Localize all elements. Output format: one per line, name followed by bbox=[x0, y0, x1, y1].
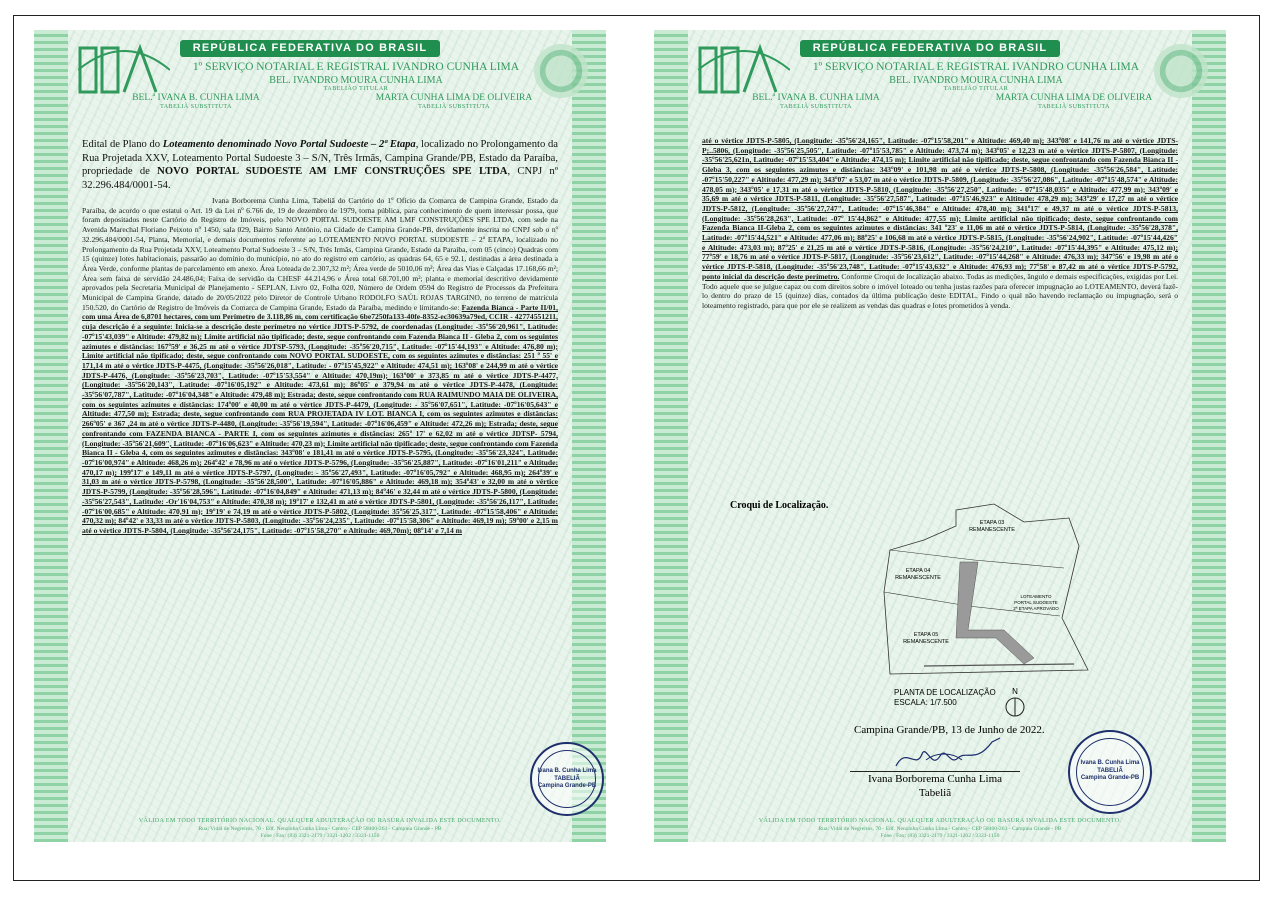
location-map bbox=[864, 498, 1114, 682]
substitute-1-role: TABELIÃ SUBSTITUTA bbox=[160, 104, 232, 110]
map-label: ETAPA 03 bbox=[979, 520, 1005, 526]
banner-title: REPÚBLICA FEDERATIVA DO BRASIL bbox=[180, 40, 440, 57]
chief-role: TABELIÃO TITULAR bbox=[943, 86, 1009, 92]
map-label: REMANESCENTE bbox=[969, 527, 1015, 533]
footer-validity: VÁLIDA EM TODO TERRITÓRIO NACIONAL. QUALQUER ADULTERAÇÃO OU RASURA INVALIDA ESTE DOCUMENTO. bbox=[758, 817, 1122, 824]
body-paragraph: até o vértice JDTS-P-5805, (Longitude: -35º56'24,165", Latitude: -07º15'58,201" e Altitude: 469,40 m); 343º08' e 141,76 m até o vértice JDTS-P;..5806, (Longitude: -35º56'25,505", Latitude: -07º15'53,785" e Altitude: 473,74 m); 343º05' e 12,23 m até o vértice JDTS-P-5807, (Longitude: -35º56'25,621n, Latitude: -07º15'53,404" e Altitude: 474,15 m); Limite artificial não tipificado; deste, segue confrontando com Fazenda Bianca II - Gleba 3, com os seguintes azimutes e distâncias: 343º09' e 101,98 m até o vértice JDTS-P-5808, (Longitude: -35º56'26,584", Latitude: -07º15'50,227" e Altitude: 477,29 m); 343º07' e 53,07 m até o vértice JDTS-P-5809, (Longitude: -35º56'27,086", Latitude: -07º15'48,574" e Altitude: 478,05 m); 343º05' e 17,31 m até o vértice JDTS-P-5810, (Longitude: -35º56'27,250", Latitude: - 07º15'48,035" e Altitude: 477,99 m); 343º09' e 35,69 m até o vértice JDTS-P-5811, (Longitude: -35º56'27,587", Latitude: -07º15'46,923" e Altitude: 478,29 m); 343º29' e 17,27 m até o vértice JDTS-P-5812, (Longitude: -35º56'27,747", Latitude: -07º15'46,384" e Altitude: 478,40 m); 341º17' e 49,37 m até o vértice JDTS-P-5813, (Longitude: -35º56'28,263", Latitude: -07º 15'44,862" e Altitude: 477,55 m); Limite artificial não tipificado; deste, segue confrontando com Fazenda Bianca II-Gleba 2, com os seguintes azimutes e distâncias: 341 º23' e 11,06 m até o vértice JDTS-P-5814, (Longitude: -35º56'28,378", Latitude: -07º15'44,521" e Altitude: 477,06 m); 88º25' e 106,68 m até o vértice JDTS-P-5815, (Longitude: -35º56'24,902", Latitude: -07º15'44,426" e Altitude: 473,03 m); 87º25' e 21,25 m até o vértice JDTS-P-5816, (Longitude: -35º56'24,210", Latitude: -07º15'44,395" e Altitude: 475,12 m); 77º59' e 18,76 m até o vértice JDTS-P-5817, (Longitude: -35º56'23,612", Latitude: -07º15'44,268" e Altitude: 476,33 m); 347º56' e 19,98 m até o vértice JDTS-P-5818, (Longitude: -35º56'23,748", Latitude: -07º15'43,632" e Altitude: 476,93 m); 77º58' e 87,42 m até o vértice JDTS-P-5792, ponto inicial da descrição deste perímetro. Conforme Croqui de localização abaixo. Todas as medições, ângulo e demais especificações, exigidas por Lei. Todo aquele que se julgue capaz ou com direitos sobre o imóvel loteado ou tenha justas razões para oferecer impugnação ao LOTEAMENTO, deverá fazê-lo dentro do prazo de 15 (quinze) dias, contados da última publicação deste EDITAL. Findo o qual não havendo reclamação ou impugnação, será o loteamento registrado, para que por ele se realizem as vendas das quadras e lotes prometidos à venda. bbox=[702, 136, 1178, 310]
decorative-border bbox=[1192, 30, 1226, 842]
substitute-2-role: TABELIÃ SUBSTITUTA bbox=[1038, 104, 1110, 110]
banner-title: REPÚBLICA FEDERATIVA DO BRASIL bbox=[800, 40, 1060, 57]
svg-text:N: N bbox=[1012, 687, 1018, 696]
footer-phone: Fone / Fax: (83) 3321-2179 / 3321-1202 / 3321-1150 bbox=[260, 833, 380, 839]
page-left bbox=[34, 30, 606, 842]
notary-logo-icon bbox=[698, 40, 790, 98]
body-paragraph: Ivana Borborema Cunha Lima, Tabeliã do Cartório do 1º Ofício da Comarca de Campina Grande, Estado da Paraíba, de acordo o que estatui o Art. 19 da Lei nº 6.766 de, 19 de dezembro de 1979, torna pública, para conhecimento de quem interessar possa, que foram depositados neste Cartório do Registro de Imóveis, pelo NOVO PORTAL SUDOESTE AM LMF CONSTRUÇÕES SPE LTDA, com sede na Avenida Marechal Floriano Peixoto nº 1450, sala 029, Bairro Santo Antônio, na Cidade de Campina Grande-PB, devidamente inscrita no CNPJ sob o nº 32.296.484/0001-54, Planta, Memorial, e demais documentos referente ao LOTEAMENTO NOVO PORTAL SUDOESTE – 2ª ETAPA, localizado no Prolongamento da Rua Projetada XXV, Loteamento Portal Sudoeste 3 – S/N, Três Irmãs, Campina Grande, Estado da Paraíba, com 05 (cinco) Quadras com 15 (quinze) lotes habitacionais, passarão ao domínio do município, no ato do registro em cartório, as quadras 64, 65 e 92.1, destinadas a área destinada a Área Verde, conforme plantas de parcelamento em anexo. Área Loteada de 2.307,32 m²; Área verde de 5010,06 m²; Área das Vias e Calçadas 17.168,66 m²; Área sem faixa de servidão 24.486,04; Faixa de servidão da CHESF 44.214,96 e Área total 68.701,00 m²; planta e memorial descritivo devidamente aprovados pela Secretaria Municipal de Planejamento - SEPLAN, Livro 02, Folha 020, Número de Ordem 0594 do Registro de Processos da Prefeitura Municipal de Campina Grande, datado de 20/05/2022 pelo Diretor de Controle Urbano RODOLFO SAÚL ROJAS TARGINO, no terreno de matrícula 150.520, do Cartório de Registro de Imóveis da Comarca de Campina Grande, Estado da Paraíba, medindo e limitando-se: Fazenda Bianca - Parte II/01, com uma Área de 6,8701 hectares, com um Perímetro de 3.118,86 m, com certificação 6be7250fa133-40fe-8352-ec30639a79ed, CCIR - 42774551211, cuja descrição é a seguinte: Inicia-se a descrição deste perímetro no vértice JDTS-P-5792, de coordenadas (Longitude: -35º56'20,961", Latitude: -07º15'43,039" e Altitude: 479,82 m); Limite artificial não tipificado; deste, segue confrontando com Fazenda Bianca II - Gleba 2, com os seguintes azimutes e distâncias: 167º59' e 36,25 m até o vértice JDTSP-5793, (Longitude: -35º56'20,715", Latitude: -07º15'44,193" e Altitude: 476,80 m); Limite artificial não tipificado; deste, segue confrontando com NOVO PORTAL SUDOESTE, com os seguintes azimutes e distâncias: 251 º 55' e 171,14 m até o vértice JDTS-P-4475, (Longitude: -35º56'26,018", Latitude: - 07º15'45,922" e Altitude: 474,51 m); 163º08' e 244,99 m até o vértice JDTS-P-4476, (Longitude: -35º56'23,703", Latitude: -07º15'53,554" e Altitude: 470,19m); 163º00' e 373,85 m até o vértice JDTS-P-4477, (Longitude: -35º56'20,143", Latitude: -07º16'05,192" e Altitude: 473,61 m); 86º05' e 379,94 m até o vértice JDTS-P-4478, (Longitude: -35º56'07,787", Latitude: -07º16'04,348" e Altitude: 479,48 m); Estrada; deste, segue confrontando com RUA RAIMUNDO MAIA DE OLIVEIRA, com os seguintes azimutes e distâncias: 174º00' e 40,00 m até o vértice JDTS-P-4479, (Longitude: - 35º56'07,651", Latitude: -07º16'05,643" e Altitude: 477,50 m); Estrada; deste, segue confrontando com RUA PROJETADA IV LOT. BIANCA I, com os seguintes azimutes e distâncias: 266º05' e 367 ,24 m até o vértice JDTS-P-4480, (Longitude: -35º56'19,594", Latitude: -07º16'06,459" e Altitude: 472,26 m); Estrada; deste, segue confrontando com FAZENDA BIANCA - PARTE I, com os seguintes azimutes e distâncias: 265º 17' e 62,02 m até o vértice JDTSP- 5794, (Longitude: -35º56'21,609", Latitude: -07º16'06,623" e Altitude: 470,23 m); Limite artificial não tipificado; deste, segue confrontando com Fazenda Bianca II - Gleba 4, com os seguintes azimutes e distâncias: 343º08' e 181,41 m até o vértice JDTS-P-5795, (Longitude: -35º56'23,324", Latitude: -07º16'00,974" e Altitude: 468,26 m); 264º42' e 78,96 m até o vértice JDTS-P-5796, (Longitude: -35º56'25,887", Latitude: -07º16'01,211" e Altitude: 470,17 m); 199º17' e 149,11 m até o vértice JDTS-P-5797, (Longitude: - 35º56'27,493", Latitude: -07º16'05,792" e Altitude: 468,95 m); 264º39' e 31,03 m até o vértice JDTS-P-5798, (Longitude: -35º56'28,500", Latitude: -07º16'05,886" e Altitude: 469,18 m); 354º43' e 32,00 m até o vértice JDTS-P-5799, (Longitude: -35º56'28,596", Latitude: -07º16'04,849" e Altitude: 471,13 m); 84º46' e 32,44 m até o vértice JDTS-P-5800, (Longitude: -35º56'27,543", Latitude: -Or'16'04,753" e Altitude: 470,38 m); 19º17' e 132,41 m até o vértice JDTS-P-5801, (Longitude: -35º56'26,117", Latitude: -07º16'00,685" e Altitude: 470,91 m); 19º19' e 74,19 m até o vértice JDTS-P-5802, (Longitude: 35º56'25,317", Latitude: -07º15'58,406" e Altitude: 470,32 m); 84º42' e 33,33 m até o vértice JDTS-P-5803, (Longitude: -35º56'24,235", Latitude: -07º15'58,306" e Altitude: 469,19 m); 59º00' e 2,15 m até o vértice JDTS-P-5804, (Longitude: -35º56'24,175", Latitude: -07º15'58,270" e Altitude: 469,70m); 08º14' e 7,14 m bbox=[82, 196, 559, 535]
coat-of-arms-icon bbox=[534, 44, 588, 98]
office-name: 1º SERVIÇO NOTARIAL E REGISTRAL IVANDRO CUNHA LIMA bbox=[192, 61, 520, 73]
edital-intro: Edital de Plano do Loteamento denominado Novo Portal Sudoeste – 2ª Etapa, localizado no Prolongamento da Rua Projetada XXV, Loteamento Portal Sudoeste 3 – S/N, Três Irmãs, Campina Grande/PB, Estado da Paraíba, propriedade de NOVO PORTAL SUDOESTE AM LMF CONSTRUÇÕES SPE LTDA, CNPJ nº 32.296.484/0001-54. bbox=[82, 139, 558, 191]
decorative-border bbox=[572, 30, 606, 842]
chief-role: TABELIÃO TITULAR bbox=[323, 86, 389, 92]
substitute-2-name: MARTA CUNHA LIMA DE OLIVEIRA bbox=[375, 93, 533, 103]
office-name: 1º SERVIÇO NOTARIAL E REGISTRAL IVANDRO CUNHA LIMA bbox=[812, 61, 1140, 73]
footer-address: Rua: Vidal de Negreiros, 70 - Edf. Nenzinha Cunha Lima - Centro - CEP 58400-263 - Campina Grande - PB bbox=[818, 826, 1062, 832]
substitute-1-role: TABELIÃ SUBSTITUTA bbox=[780, 104, 852, 110]
map-label: REMANESCENTE bbox=[895, 575, 941, 581]
chief-name: BEL. IVANDRO MOURA CUNHA LIMA bbox=[269, 75, 443, 86]
coat-of-arms-icon bbox=[1154, 44, 1208, 98]
substitute-1-name: BEL.ª IVANA B. CUNHA LIMA bbox=[132, 93, 260, 103]
croqui-title: Croqui de Localização. bbox=[730, 500, 829, 511]
north-arrow-icon bbox=[1002, 686, 1028, 718]
footer-address: Rua: Vidal de Negreiros, 70 - Edf. Nenzinha Cunha Lima - Centro - CEP 58400-263 - Campina Grande - PB bbox=[198, 826, 442, 832]
map-label: PORTAL SUDOESTE bbox=[1014, 600, 1058, 605]
date-line: Campina Grande/PB, 13 de Junho de 2022. bbox=[854, 724, 1045, 736]
map-label: LOTEAMENTO bbox=[1020, 594, 1052, 599]
notary-stamp: Ivana B. Cunha Lima TABELIÃ Campina Grande-PB bbox=[530, 742, 604, 816]
chief-name: BEL. IVANDRO MOURA CUNHA LIMA bbox=[889, 75, 1063, 86]
signer-name: Ivana Borborema Cunha Lima bbox=[867, 773, 1003, 785]
map-label: 2ª ETAPA APROVADO bbox=[1013, 606, 1059, 611]
map-label: ETAPA 05 bbox=[913, 632, 939, 638]
decorative-border bbox=[654, 30, 688, 842]
notary-logo-icon bbox=[78, 40, 170, 98]
signature-line bbox=[850, 771, 1020, 772]
decorative-border bbox=[34, 30, 68, 842]
planta-caption: PLANTA DE LOCALIZAÇÃO ESCALA: 1/7.500 bbox=[894, 688, 996, 707]
footer-validity: VÁLIDA EM TODO TERRITÓRIO NACIONAL. QUALQUER ADULTERAÇÃO OU RASURA INVALIDA ESTE DOCUMENTO. bbox=[138, 817, 502, 824]
substitute-2-role: TABELIÃ SUBSTITUTA bbox=[418, 104, 490, 110]
substitute-2-name: MARTA CUNHA LIMA DE OLIVEIRA bbox=[995, 93, 1153, 103]
handwritten-signature bbox=[892, 736, 1012, 776]
page-right bbox=[654, 30, 1226, 842]
footer-phone: Fone / Fax: (83) 3321-2179 / 3321-1202 / 3321-1150 bbox=[880, 833, 1000, 839]
substitute-1-name: BEL.ª IVANA B. CUNHA LIMA bbox=[752, 93, 880, 103]
map-label: REMANESCENTE bbox=[903, 639, 949, 645]
notary-stamp: Ivana B. Cunha Lima TABELIÃ Campina Grande-PB bbox=[1068, 730, 1152, 814]
signer-role: Tabeliã bbox=[918, 787, 952, 799]
map-label: ETAPA 04 bbox=[905, 568, 931, 574]
